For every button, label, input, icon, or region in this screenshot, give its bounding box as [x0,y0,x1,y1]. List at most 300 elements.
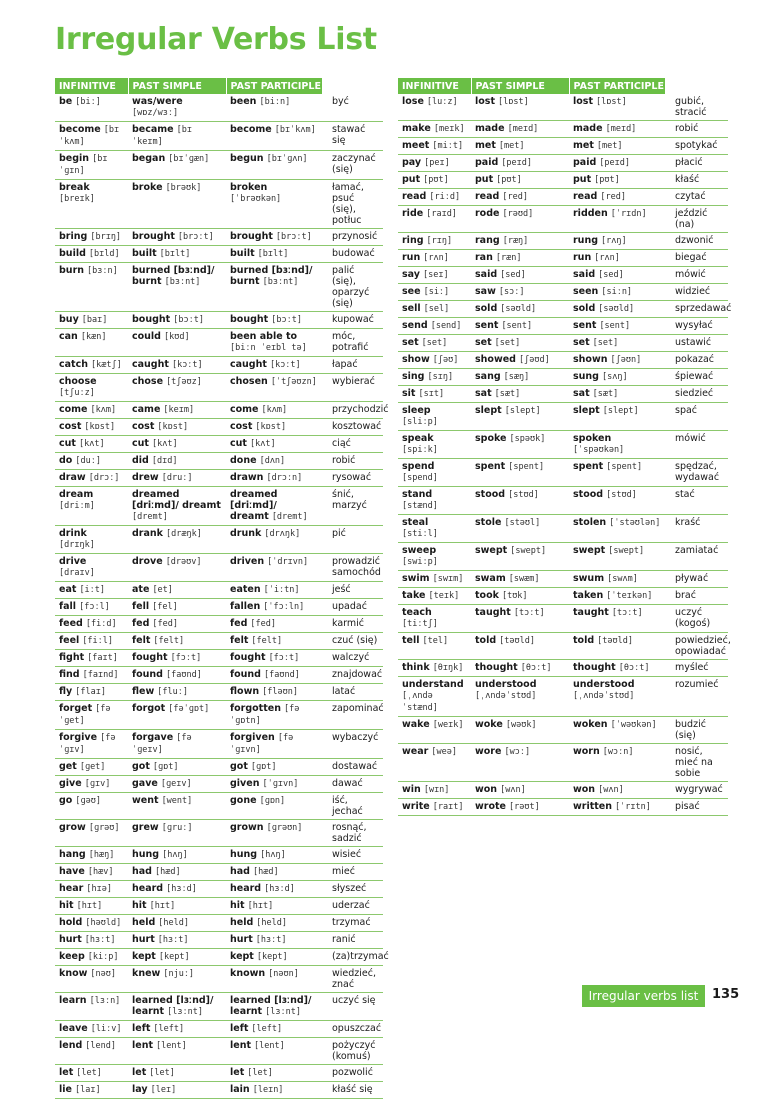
translation-cell: spać [665,403,728,431]
past-participle-word: taught [573,607,609,618]
past-participle-cell [569,403,665,431]
past-simple-word: forgot [132,703,166,714]
past-participle-cell [569,677,665,717]
past-participle-pronunciation: [dʌn] [259,456,286,466]
table-header-row [55,78,383,94]
past-participle-word: forgiven [230,732,275,743]
infinitive-word: wear [402,746,429,757]
past-simple-word: fought [132,652,168,663]
translation-cell: dostawać [322,759,383,776]
translation-cell: mówić [665,267,728,284]
table-row [398,782,728,799]
infinitive-cell [55,180,128,229]
past-participle-word: put [573,174,592,185]
past-simple-cell [471,660,569,677]
infinitive-word: buy [59,314,79,325]
past-participle-cell [226,684,322,701]
infinitive-word: fly [59,686,73,697]
past-participle-cell [569,487,665,515]
past-simple-cell [471,335,569,352]
verbs-table-right [398,78,732,816]
past-simple-cell [128,94,226,122]
past-simple-cell [128,932,226,949]
translation-cell: czytać [665,189,728,206]
table-row [55,650,383,667]
translation-cell: siedzieć [665,386,728,403]
past-simple-word: sold [475,303,498,314]
table-row [398,677,728,717]
past-simple-cell [128,650,226,667]
past-participle-cell [569,284,665,301]
past-simple-pronunciation: [hʌŋ] [162,850,188,860]
translation-cell: (za)trzymać [322,949,383,966]
past-participle-word: kept [230,951,254,962]
past-participle-word: fallen [230,601,261,612]
infinitive-word: know [59,968,88,979]
past-simple-word: set [475,337,492,348]
past-simple-pronunciation: [red] [502,192,528,202]
infinitive-cell [398,403,471,431]
infinitive-pronunciation: [pʊt] [423,175,449,185]
infinitive-word: find [59,669,80,680]
infinitive-pronunciation: [spiːk] [402,445,438,455]
past-simple-word: did [132,455,149,466]
translation-cell: robić [322,453,383,470]
infinitive-pronunciation: [set] [421,338,448,348]
infinitive-cell [398,206,471,233]
past-participle-word: lost [573,96,593,107]
past-simple-cell [471,172,569,189]
infinitive-word: speak [402,433,434,444]
infinitive-cell [55,402,128,419]
past-participle-cell [226,881,322,898]
past-participle-word: run [573,252,592,263]
past-participle-pronunciation: [sent] [599,321,631,331]
translation-cell: prowadzić samochód [322,554,383,582]
past-participle-cell [569,335,665,352]
table-row [55,1082,383,1099]
past-participle-cell [569,352,665,369]
past-participle-cell [569,386,665,403]
table-row [398,487,728,515]
past-simple-word: knew [132,968,161,979]
past-participle-pronunciation: [ʃəʊn] [610,355,642,365]
past-participle-cell [226,932,322,949]
infinitive-cell [55,1021,128,1038]
past-simple-cell [128,701,226,730]
infinitive-word: have [59,866,85,877]
translation-cell: rosnąć, sadzić [322,820,383,847]
infinitive-pronunciation: [weə] [431,747,457,757]
past-participle-word: swept [573,545,606,556]
infinitive-cell [398,250,471,267]
past-simple-pronunciation: [peɪd] [501,158,533,168]
table-row [398,744,728,782]
infinitive-pronunciation: [biː] [75,97,101,107]
translation-cell: palić (się), oparzyć (się) [322,263,383,312]
past-simple-cell [128,436,226,453]
infinitive-pronunciation: [riːd] [429,192,461,202]
past-participle-cell [569,369,665,386]
past-participle-word: begun [230,153,264,164]
past-simple-cell [471,206,569,233]
past-simple-cell [128,554,226,582]
past-participle-word: told [573,635,595,646]
infinitive-word: run [402,252,421,263]
translation-cell: czuć (się) [322,633,383,650]
infinitive-word: learn [59,995,87,1006]
past-participle-pronunciation: [fəˈɡɒtn] [230,704,300,726]
past-simple-cell [128,966,226,993]
infinitive-word: cut [59,438,76,449]
past-simple-cell [471,138,569,155]
past-simple-pronunciation: [sɔː] [498,287,525,297]
translation-cell: rozumieć [665,677,728,717]
past-simple-pronunciation: [bɪlt] [159,249,191,259]
past-participle-pronunciation: [lent] [254,1041,285,1051]
past-participle-pronunciation: [ˈfɔːln] [263,602,305,612]
past-simple-pronunciation: [bɜːnt] [164,277,201,287]
infinitive-pronunciation: [tel] [422,636,449,646]
past-participle-word: said [573,269,596,280]
translation-cell: walczyć [322,650,383,667]
infinitive-cell [398,588,471,605]
past-simple-cell [471,717,569,744]
infinitive-pronunciation: [bɪˈɡɪn] [59,154,108,176]
past-participle-word: brought [230,231,273,242]
table-row [55,599,383,616]
infinitive-word: forget [59,703,93,714]
infinitive-word: ride [402,208,424,219]
translation-cell: wygrywać [665,782,728,799]
past-participle-pronunciation: [spent] [606,462,643,472]
infinitive-cell [398,677,471,717]
past-participle-cell [226,419,322,436]
past-simple-word: chose [132,376,164,387]
past-participle-cell [569,782,665,799]
past-simple-word: cost [132,421,155,432]
past-simple-pronunciation: [hɜːd] [166,884,197,894]
past-simple-pronunciation: [fəˈɡɒt] [168,704,210,714]
infinitive-pronunciation: [siː] [423,287,450,297]
past-simple-pronunciation: [wʌn] [500,785,526,795]
infinitive-pronunciation: [ʃəʊ] [432,355,459,365]
past-simple-word: gave [132,778,158,789]
table-row [398,799,728,816]
past-participle-word: got [230,761,248,772]
past-participle-cell [569,206,665,233]
translation-cell: móc, potrafić [322,329,383,357]
past-participle-word: come [230,404,259,415]
past-participle-cell [569,318,665,335]
past-participle-cell [569,301,665,318]
translation-cell: płacić [665,155,728,172]
infinitive-word: take [402,590,426,601]
past-participle-word: swum [573,573,605,584]
table-row [55,932,383,949]
past-participle-word: driven [230,556,265,567]
table-row [55,847,383,864]
infinitive-word: hear [59,883,84,894]
past-simple-pronunciation: [brɔːt] [177,232,214,242]
past-participle-pronunciation: [ɡɒn] [259,796,286,806]
table-row [398,121,728,138]
translation-cell: słyszeć [322,881,383,898]
translation-cell: śnić, marzyć [322,487,383,526]
infinitive-word: lend [59,1040,83,1051]
past-simple-word: drew [132,472,159,483]
translation-cell: budzić (się) [665,717,728,744]
header-translation [322,78,383,94]
table-row [55,633,383,650]
past-participle-pronunciation: [swʌm] [607,574,638,584]
table-row [398,369,728,386]
infinitive-cell [398,335,471,352]
past-participle-pronunciation: [felt] [251,636,283,646]
infinitive-word: come [59,404,88,415]
past-participle-pronunciation: [ˈwəʊkən] [610,720,657,730]
past-simple-word: heard [132,883,164,894]
infinitive-cell [55,263,128,312]
past-participle-pronunciation: [ˈstəʊlən] [609,518,661,528]
past-participle-pronunciation: [swept] [608,546,645,556]
past-simple-word: ran [475,252,493,263]
past-simple-cell [471,352,569,369]
table-row [398,138,728,155]
infinitive-cell [55,667,128,684]
past-participle-pronunciation: [fed] [250,619,277,629]
table-row [55,759,383,776]
past-simple-word: caught [132,359,169,370]
past-participle-cell [226,633,322,650]
table-row [55,864,383,881]
past-participle-word: let [230,1067,245,1078]
past-simple-pronunciation: [tʃəʊz] [166,377,202,387]
past-participle-pronunciation: [ˈbrəʊkən] [230,194,282,204]
past-participle-word: set [573,337,590,348]
translation-cell: wybaczyć [322,730,383,759]
translation-cell: kosztować [322,419,383,436]
past-simple-word: said [475,269,498,280]
past-participle-pronunciation: [drʌŋk] [264,529,301,539]
past-simple-cell [471,121,569,138]
past-simple-pronunciation: [keɪm] [163,405,195,415]
infinitive-pronunciation: [hæŋ] [88,850,115,860]
table-row [55,229,383,246]
past-participle-word: ridden [573,208,608,219]
table-row [398,717,728,744]
past-simple-pronunciation: [bɪˈkeɪm] [132,125,193,147]
table-row [55,820,383,847]
infinitive-cell [55,820,128,847]
past-participle-cell [226,759,322,776]
past-participle-cell [226,667,322,684]
past-participle-pronunciation: [kept] [256,952,288,962]
past-participle-cell [226,776,322,793]
past-participle-cell [569,267,665,284]
infinitive-cell [398,633,471,660]
translation-cell: powiedzieć, opowiadać [665,633,728,660]
past-participle-word: built [230,248,255,259]
infinitive-word: pay [402,157,422,168]
past-participle-cell [569,605,665,633]
table-row [55,246,383,263]
table-row [55,374,383,402]
past-participle-pronunciation: [held] [256,918,288,928]
past-simple-cell [128,864,226,881]
header-past-participle: PAST PARTICIPLE [226,78,322,94]
translation-cell: stać [665,487,728,515]
page-number: 135 [712,987,740,1002]
infinitive-word: let [59,1067,74,1078]
infinitive-pronunciation: [kɒst] [84,422,116,432]
translation-cell: kupować [322,312,383,329]
past-participle-pronunciation: [bɪlt] [257,249,289,259]
table-row [55,1038,383,1065]
infinitive-cell [55,684,128,701]
past-simple-word: made [475,123,505,134]
past-participle-cell [569,138,665,155]
verbs-table-left [55,78,389,1099]
past-simple-cell [128,263,226,312]
past-participle-word: sung [573,371,599,382]
past-simple-cell [128,329,226,357]
infinitive-pronunciation: [bɪld] [88,249,120,259]
infinitive-pronunciation: [send] [430,321,462,331]
past-simple-cell [128,419,226,436]
past-simple-word: burned [bɜːnd]/ burnt [132,265,215,287]
infinitive-word: drink [59,528,87,539]
table-row [55,582,383,599]
past-participle-pronunciation: [rʌn] [594,253,620,263]
past-participle-word: known [230,968,266,979]
past-participle-cell [226,993,322,1021]
past-participle-word: gone [230,795,257,806]
past-participle-cell [226,312,322,329]
infinitive-pronunciation: [miːt] [432,141,464,151]
translation-cell: przynosić [322,229,383,246]
past-participle-cell [569,515,665,543]
past-simple-word: dreamed [driːmd]/ dreamt [132,489,221,511]
past-simple-pronunciation: [kept] [158,952,190,962]
past-participle-cell [226,650,322,667]
past-participle-word: heard [230,883,262,894]
past-simple-pronunciation: [meɪd] [507,124,539,134]
past-simple-cell [471,543,569,571]
infinitive-word: steal [402,517,429,528]
table-row [398,284,728,301]
infinitive-pronunciation: [stiːl] [402,529,438,539]
table-row [398,233,728,250]
past-simple-word: met [475,140,496,151]
past-simple-cell [471,94,569,121]
past-simple-word: stole [475,517,502,528]
translation-cell: pływać [665,571,728,588]
past-participle-pronunciation: [ˈrɪdn] [610,209,647,219]
infinitive-pronunciation: [tʃuːz] [59,388,95,398]
infinitive-word: put [402,174,421,185]
infinitive-cell [55,151,128,180]
table-row [398,267,728,284]
infinitive-word: draw [59,472,86,483]
past-participle-pronunciation: [biːn ˈeɪbl tə] [230,343,307,353]
past-simple-word: read [475,191,500,202]
table-row [55,122,383,151]
past-simple-cell [471,459,569,487]
past-participle-pronunciation: [wʌn] [598,785,624,795]
past-participle-cell [226,229,322,246]
translation-cell: iść, jechać [322,793,383,820]
infinitive-cell [55,650,128,667]
past-participle-word: seen [573,286,599,297]
past-simple-cell [128,402,226,419]
past-simple-cell [128,470,226,487]
table-row [55,94,383,122]
past-simple-pronunciation: [swæm] [508,574,540,584]
past-participle-word: lain [230,1084,250,1095]
past-simple-cell [128,949,226,966]
past-simple-cell [471,605,569,633]
past-participle-pronunciation: [θɔːt] [618,663,650,673]
translation-cell: uderzać [322,898,383,915]
past-simple-cell [128,616,226,633]
past-participle-pronunciation: [hɜːt] [255,935,287,945]
past-participle-word: held [230,917,254,928]
infinitive-word: sleep [402,405,431,416]
infinitive-pronunciation: [breɪk] [59,194,95,204]
past-simple-word: paid [475,157,499,168]
past-simple-word: won [475,784,498,795]
translation-cell: myśleć [665,660,728,677]
table-row [55,436,383,453]
past-participle-word: fed [230,618,248,629]
past-participle-pronunciation: [fləʊn] [262,687,298,697]
infinitive-pronunciation: [θɪŋk] [432,663,464,673]
header-infinitive: INFINITIVE [55,78,128,94]
past-simple-word: saw [475,286,496,297]
table-header-row [398,78,728,94]
infinitive-word: ring [402,235,424,246]
past-simple-word: fell [132,601,150,612]
translation-cell: trzymać [322,915,383,932]
past-simple-word: sang [475,371,501,382]
past-simple-cell [471,386,569,403]
infinitive-pronunciation: [fiːl] [82,636,114,646]
table-row [398,660,728,677]
past-simple-cell [128,122,226,151]
past-participle-pronunciation: [kɔːt] [269,360,301,370]
past-simple-pronunciation: [swept] [510,546,547,556]
table-row [55,526,383,554]
past-simple-pronunciation: [hɪt] [149,901,176,911]
infinitive-cell [398,233,471,250]
translation-cell: wybierać [322,374,383,402]
infinitive-word: wake [402,719,430,730]
infinitive-pronunciation: [stænd] [402,501,438,511]
past-simple-word: came [132,404,161,415]
past-simple-cell [128,1021,226,1038]
past-simple-pronunciation: [met] [498,141,525,151]
past-simple-cell [128,246,226,263]
past-simple-pronunciation: [fed] [152,619,179,629]
past-participle-cell [569,250,665,267]
past-simple-word: woke [475,719,503,730]
infinitive-pronunciation: [ɡəʊ] [75,796,101,806]
past-simple-pronunciation: [et] [152,585,173,595]
past-simple-cell [471,515,569,543]
translation-cell: pisać [665,799,728,816]
past-simple-word: built [132,248,157,259]
